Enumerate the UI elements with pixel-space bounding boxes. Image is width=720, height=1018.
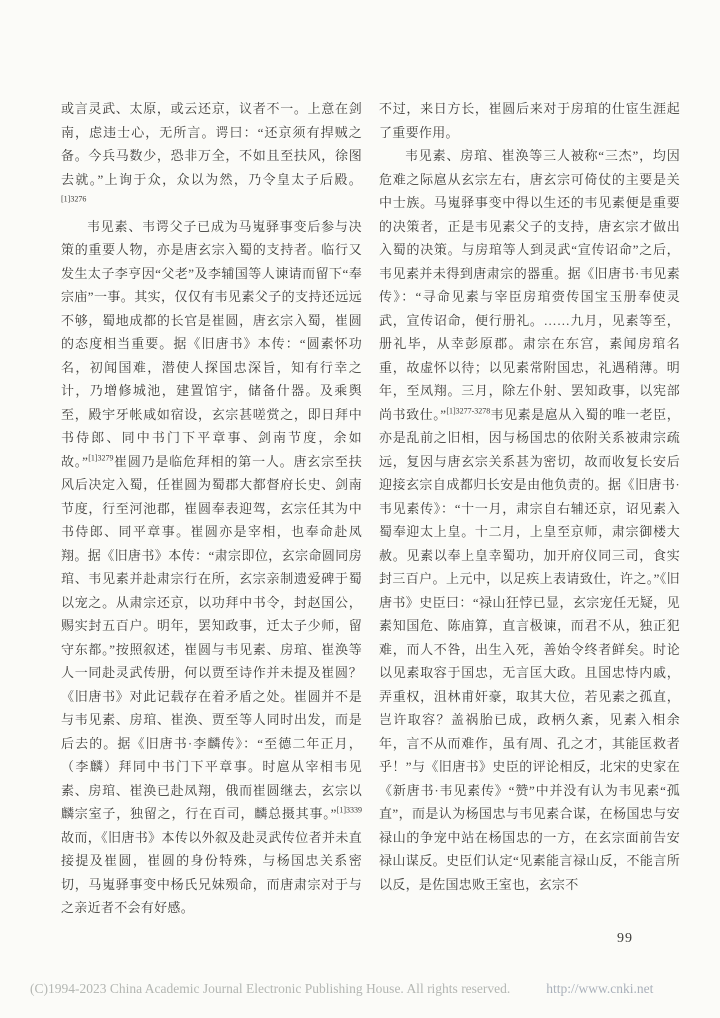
footer-url: http://www.cnki.net — [546, 981, 654, 996]
page-body — [61, 97, 680, 935]
paragraph: 不过，来日方长，崔圆后来对于房琯的仕宦生涯起了重要作用。 — [379, 101, 680, 140]
footer — [30, 981, 690, 997]
citation-ref: [1]3339 — [336, 805, 362, 815]
paragraph: 或言灵武、太原，或云还京，议者不一。上意在剑南，虑违士心，无所言。谔曰：“还京须有捍贼之备。今兵马数少，恐非万全，不如且至扶风，徐图去就。”上询于众，众以为然，乃令皇太子后殿。$^{[1]3276}$ — [61, 101, 362, 204]
citation-ref: [1]3279 — [88, 453, 114, 463]
footer-copyright: (C)1994-2023 China Academic Journal Electronic Publishing House. All rights reserved. — [30, 981, 511, 996]
column-right — [379, 97, 680, 935]
paragraph: 韦见素、韦谔父子已成为马嵬驿事变后参与决策的重要人物，亦是唐玄宗入蜀的支持者。临行又发生太子李亨因“父老”及李辅国等人谏请而留下“奉宗庙”一事。其实，仅仅有韦见素父子的支持还远远不够，蜀地成都的长官是崔圆，唐玄宗入蜀，崔圆的态度相当重要。据《旧唐书》本传：“圆素怀功名，初闻国难，潜使人探国忠深旨，知有行幸之计，乃增修城池，建置馆宇，储备什器。及乘舆至，殿宇牙帐咸如宿设，玄宗甚嗟赏之，即日拜中书侍郎、同中书门下平章事、剑南节度，余如故。”$^{[1]3279}$崔圆乃是临危拜相的第一人。唐玄宗至扶风后决定入蜀，任崔圆为蜀郡大都督府长史、剑南节度，行至河池郡，崔圆奉表迎驾，玄宗任其为中书侍郎、同平章事。崔圆亦是宰相，也奉命赴凤翔。据《旧唐书》本传：“肃宗即位，玄宗命圆同房琯、韦见素并赴肃宗行在所，玄宗亲制遗爱碑于蜀以宠之。从肃宗还京，以功拜中书令，封赵国公，赐实封五百户。明年，罢知政事，迁太子少师，留守东都。”按照叙述，崔圆与韦见素、房琯、崔涣等人一同赴灵武传册，何以贾至诗作并未提及崔圆？《旧唐书》对此记载存在着矛盾之处。崔圆并不是与韦见素、房琯、崔涣、贾至等人同时出发，而是后去的。据《旧唐书·李麟传》：“至德二年正月，（李麟）拜同中书门下平章事。时扈从宰相韦见素、房琯、崔涣已赴凤翔，俄而崔圆继去，玄宗以麟宗室子，独留之，行在百司，麟总摄其事。”$^{[1]3339}$故而，《旧唐书》本传以外叙及赴灵武传位者并未直接提及崔圆，崔圆的身份特殊，与杨国忠关系密切，马嵬驿事变中杨氏兄妹殒命，而唐肃宗对于与之亲近者不会有好感。 — [61, 218, 362, 915]
citation-ref: [1]3276 — [61, 194, 87, 204]
citation-ref: [1]3277-3278 — [446, 406, 491, 416]
page-number: 99 — [617, 931, 633, 946]
paragraph: 韦见素、房琯、崔涣等三人被称“三杰”，均因危难之际扈从玄宗左右，唐玄宗可倚仗的主要是关中士族。马嵬驿事变中得以生还的韦见素便是重要的决策者，正是韦见素父子的支持，唐玄宗才做出入蜀的决策。与房琯等人到灵武“宣传诏命”之后，韦见素并未得到唐肃宗的器重。据《旧唐书·韦见素传》：“寻命见素与宰臣房琯赍传国宝玉册奉使灵武，宣传诏命，便行册礼。……九月，见素等至，册礼毕，从幸彭原郡。肃宗在东宫，素闻房琯名重，故虚怀以待；以见素常附国忠，礼遇稍薄。明年，至凤翔。三月，除左仆射、罢知政事，以宪部尚书致仕。”$^{[1]3277-3278}$韦见素是扈从入蜀的唯一老臣，亦是乱前之旧相，因与杨国忠的依附关系被肃宗疏远，复因与唐玄宗关系甚为密切，故而收复长安后迎接玄宗自成都归长安是由他负责的。据《旧唐书·韦见素传》：“十一月，肃宗自右辅还京，诏见素入蜀奉迎太上皇。十二月，上皇至京师，肃宗御楼大赦。见素以奉上皇幸蜀功，加开府仪同三司，食实封三百户。上元中，以足疾上表请致仕，许之。”《旧唐书》史臣曰：“禄山狂悖已显，玄宗宠任无疑，见素知国危、陈庙算，直言极谏，而君不从，独正犯难，而人不咎，出生入死，善始令终者鲜矣。时论以见素取容于国忠，无言匡大政。且国忠恃内戚，弄重权，沮林甫奸豪，取其大位，若见素之孤直，岂许取容？盖祸胎已成，政柄久紊，见素入相余年，言不从而难作，虽有周、孔之才，其能匡救者乎！”与《旧唐书》史臣的评论相反，北宋的史家在《新唐书·韦见素传》“赞”中并没有认为韦见素“孤直”，而是认为杨国忠与韦见素合谋，在杨国忠与安禄山的争宠中站在杨国忠的一方，在玄宗面前告安禄山谋反。史臣们认定“见素能言禄山反，不能言所以反，是佐国忠败王室也，玄宗不 — [379, 148, 680, 892]
column-left — [61, 97, 362, 935]
